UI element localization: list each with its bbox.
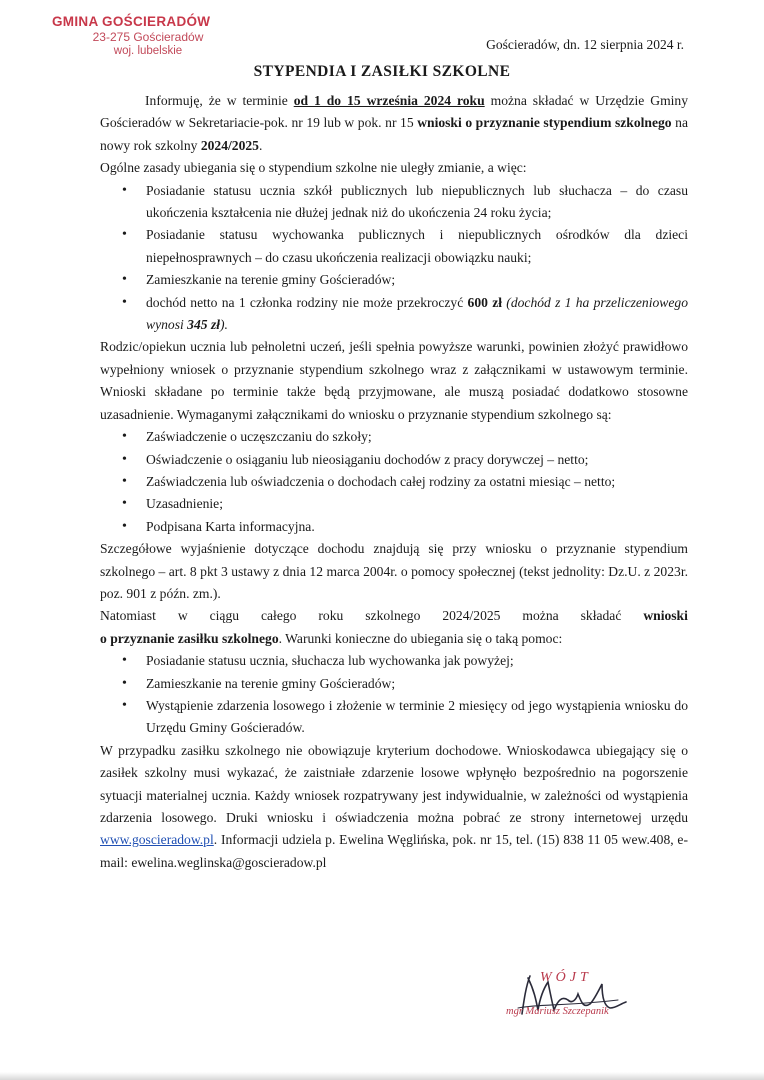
allowance-first-line — [100, 605, 688, 627]
final-paragraph — [100, 740, 688, 874]
allowance-conditions-intro: . Warunki konieczne do ubiegania się o taką pomoc: — [278, 630, 563, 646]
allowance-word-5: roku — [318, 608, 344, 624]
allowance-word-4: całego — [260, 608, 297, 624]
allowance-rule-3: • Wystąpienie zdarzenia losowego i złożenie w terminie 2 miesięcy od jego wystąpienia wniosku do Urzędu Gminy Gościeradów. — [146, 695, 688, 740]
document-title: STYPENDIA I ZASIŁKI SZKOLNE — [253, 63, 511, 80]
rules-list — [100, 180, 688, 337]
allowance-word-7: 2024/2025 — [442, 608, 501, 624]
intro-paragraph — [100, 90, 688, 157]
final-text-2: . Informacji udziela p. Ewelina Węglińska, pok. nr 15, tel. (15) 838 11 05 wew.408, e-mail: ewelina.weglinska@goscieradow.pl — [100, 832, 688, 870]
intro-deadline: od 1 do 15 września 2024 roku — [293, 93, 485, 108]
allowance-word-3: ciągu — [209, 608, 240, 624]
allowance-word-9: składać — [580, 608, 622, 624]
rule-4-text-c: (dochód z 1 ha przeliczeniowego wynosi — [146, 294, 688, 333]
attachment-item-1: • Zaświadczenie o uczęszczaniu do szkoły; — [146, 426, 688, 448]
allowance-application-type: o przyznanie zasiłku szkolnego — [100, 630, 279, 646]
allowance-word-6: szkolnego — [365, 608, 421, 624]
details-paragraph: Szczegółowe wyjaśnienie dotyczące dochodu znajdują się przy wniosku o przyznanie stypendium szkolnego – art. 8 pkt 3 ustawy z dnia 12 marca 2004r. o pomocy społecznej (tekst jednolity: Dz.U. z 2023r. poz. 901 z późn. zm.). — [100, 541, 688, 601]
allowance-rule-2: • Zamieszkanie na terenie gminy Gościeradów; — [146, 673, 688, 695]
rule-item-3: • Zamieszkanie na terenie gminy Gościeradów; — [146, 269, 688, 291]
rule-4-text-a: dochód netto na 1 członka rodziny nie może przekroczyć — [146, 294, 468, 310]
stamp-line-3: woj. lubelskie — [113, 45, 183, 57]
attachment-item-2: • Oświadczenie o osiąganiu lub nieosiąganiu dochodów z pracy dorywczej – netto; — [146, 449, 688, 471]
rule-item-2: • Posiadanie statusu wychowanka publicznych i niepublicznych ośrodków dla dzieci niepełnosprawnych – do czasu ukończenia realizacji obowiązku nauki; — [146, 224, 688, 269]
final-text-1: W przypadku zasiłku szkolnego nie obowiązuje kryterium dochodowe. Wnioskodawca ubiegający się o zasiłek szkolny musi wykazać, że zaistniałe zdarzenie losowe wpłynęło bezpośrednio na pogorszenie sytuacji materialnej ucznia. Każdy wniosek rozpatrywany jest indywidualnie, w zależności od wystąpienia zdarzenia losowego. Druki wniosku i oświadczenia można pobrać ze strony internetowej urzędu — [100, 742, 688, 825]
attachment-item-5: • Podpisana Karta informacyjna. — [146, 516, 688, 538]
allowance-word-2: w — [177, 608, 188, 624]
allowance-word-1: Natomiast — [100, 608, 156, 624]
rule-item-4 — [146, 292, 688, 337]
rule-4-text-e: ). — [220, 317, 228, 333]
intro-text-7: . — [258, 137, 263, 153]
applicant-paragraph: Rodzic/opiekun ucznia lub pełnoletni uczeń, jeśli spełnia powyższe warunki, powinien złożyć prawidłowo wypełniony wniosek o przyznanie stypendium szkolnego wraz z załącznikami w ustawowym terminie. Wnioski składane po terminie także będą przyjmowane, ale muszą posiadać dodatkowo stosowne uzasadnienie. Wymaganymi załącznikami do wniosku o przyznanie stypendium szkolnego są: — [100, 339, 688, 422]
allowance-rule-1: • Posiadanie statusu ucznia, słuchacza lub wychowanka jak powyżej; — [146, 650, 688, 672]
signature-block — [478, 970, 638, 1030]
signature-title: WÓJT — [540, 970, 592, 985]
scan-edge — [0, 1072, 764, 1080]
stamp-line-1: GMINA GOŚCIERADÓW — [52, 14, 211, 29]
allowance-rules-list — [100, 650, 688, 740]
intro-text-3: można składać w Urzędzie Gminy Gościeradów w Sekretariacie-pok. nr 19 lub w pok. nr 15 — [100, 93, 689, 131]
municipality-stamp — [48, 14, 248, 57]
attachment-item-4: • Uzasadnienie; — [146, 493, 688, 515]
allowance-word-10: wnioski — [643, 608, 688, 624]
document-date: Gościeradów, dn. 12 sierpnia 2024 r. — [486, 37, 684, 52]
document-body — [100, 90, 688, 874]
intro-text-1: Informuję, że w terminie — [145, 93, 294, 108]
rule-4-income-limit: 600 zł — [467, 294, 503, 310]
attachment-item-3: • Zaświadczenia lub oświadczenia o dochodach całej rodziny za ostatni miesiąc – netto; — [146, 471, 688, 493]
intro-school-year: 2024/2025 — [200, 137, 259, 153]
intro-application-type: wnioski o przyznanie stypendium szkolnego — [417, 115, 672, 131]
signature-stamp-text — [478, 970, 638, 1030]
signature-name: mgr Mariusz Szczepanik — [506, 1006, 609, 1017]
stamp-line-2: 23-275 Gościeradów — [92, 30, 204, 44]
intro-text-5: na nowy rok szkolny — [100, 115, 688, 153]
attachments-list — [100, 426, 688, 538]
rule-item-1: • Posiadanie statusu ucznia szkół publicznych lub niepublicznych lub słuchacza – do czasu ukończenia kształcenia nie dłużej jednak niż do ukończenia 24 roku życia; — [146, 180, 688, 225]
website-link[interactable]: www.goscieradow.pl — [100, 832, 214, 848]
allowance-second-line — [100, 628, 688, 650]
rules-intro: Ogólne zasady ubiegania się o stypendium szkolne nie uległy zmianie, a więc: — [100, 160, 527, 176]
allowance-word-8: można — [522, 608, 559, 624]
rule-4-hectare-income: 345 zł — [187, 317, 221, 333]
